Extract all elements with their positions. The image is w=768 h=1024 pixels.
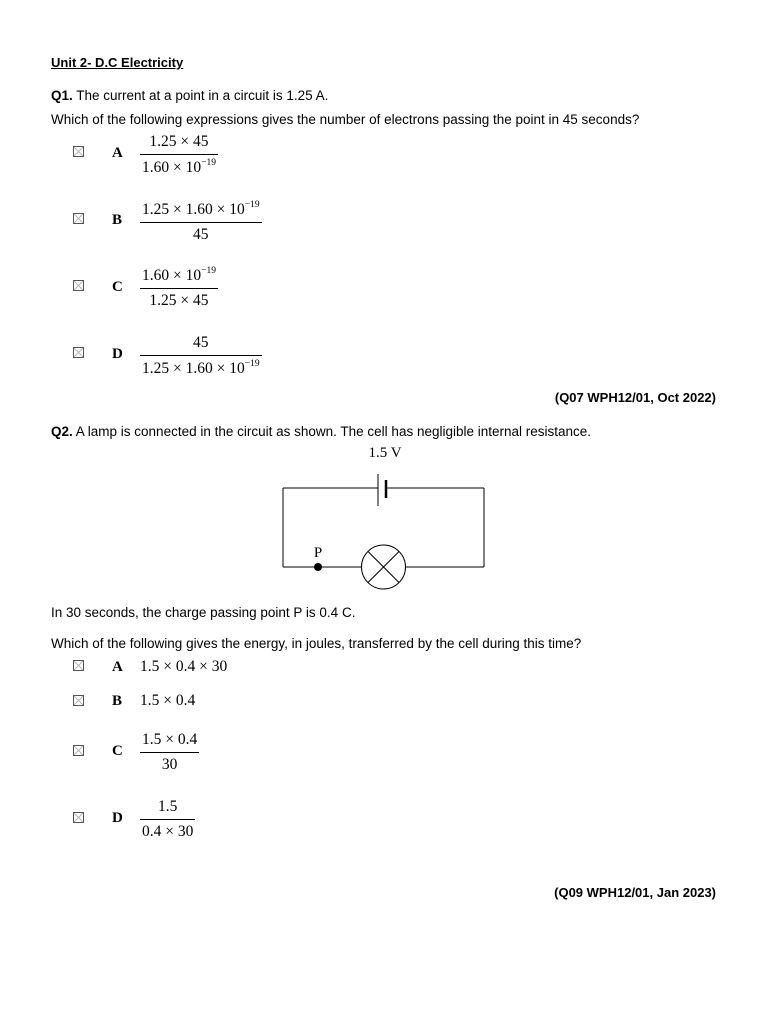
q2-option-d-checkbox[interactable] — [73, 812, 84, 823]
q2-option-d-letter: D — [112, 810, 123, 826]
q1-option-d-letter: D — [112, 346, 123, 362]
cell-voltage-label: 1.5 V — [368, 445, 402, 461]
circuit-diagram — [270, 440, 500, 592]
q1-option-a-numerator: 1.25 × 45 — [149, 133, 209, 150]
q1-reference: (Q07 WPH12/01, Oct 2022) — [554, 390, 716, 405]
q1-option-c-denominator: 1.25 × 45 — [149, 291, 209, 309]
q2-reference: (Q09 WPH12/01, Jan 2023) — [554, 885, 716, 900]
q1-option-d-denominator: $1.25 \times 1.60 \times 10^{-19}$ — [142, 358, 260, 377]
q2-option-d-numerator: 1.5 — [158, 798, 178, 815]
q1-option-c-fraction — [140, 267, 218, 308]
q1-label: Q1. — [51, 88, 73, 103]
q2-option-d-fraction — [140, 799, 195, 839]
q2-line2: Which of the following gives the energy, in joules, transferred by the cell during this time? — [51, 636, 582, 651]
q1-statement — [51, 88, 328, 103]
q2-option-a-expression: 1.5 × 0.4 × 30 — [140, 658, 228, 675]
point-p-label: P — [313, 545, 323, 561]
q1-option-b-numerator: $1.25 \times 1.60 \times 10^{-19}$ — [142, 200, 260, 218]
q1-option-b-denominator: 45 — [193, 225, 209, 243]
q1-option-c-checkbox[interactable] — [73, 280, 84, 291]
q1-question: Which of the following expressions gives the number of electrons passing the point in 45 seconds? — [51, 112, 640, 127]
q2-label: Q2. — [51, 424, 73, 439]
q1-option-d-fraction — [140, 335, 262, 376]
q1-option-a-denominator: $1.60 \times 10^{-19}$ — [142, 157, 216, 176]
q2-option-d-denominator: 0.4 × 30 — [142, 822, 194, 840]
q1-option-d-numerator: 45 — [193, 334, 209, 351]
q1-option-b-fraction — [140, 201, 262, 242]
q2-option-a-letter: A — [112, 659, 123, 675]
q2-option-c-fraction — [140, 732, 199, 772]
q2-option-b-checkbox[interactable] — [73, 695, 84, 706]
q2-option-c-checkbox[interactable] — [73, 745, 84, 756]
point-p-dot — [314, 563, 322, 571]
q1-option-c-numerator: $1.60 \times 10^{-19}$ — [142, 266, 216, 284]
q1-option-b-checkbox[interactable] — [73, 213, 84, 224]
cell-symbol — [378, 474, 386, 506]
q2-option-b-expression: 1.5 × 0.4 — [140, 692, 196, 709]
q2-option-b-letter: B — [112, 693, 123, 709]
q2-option-c-numerator: 1.5 × 0.4 — [142, 731, 198, 748]
q1-text: The current at a point in a circuit is 1.25 A. — [72, 88, 329, 103]
q1-option-b-letter: B — [112, 212, 123, 228]
q2-statement — [51, 424, 591, 439]
q1-option-d-checkbox[interactable] — [73, 347, 84, 358]
q1-option-a-letter: A — [112, 145, 123, 161]
q2-option-c-denominator: 30 — [161, 755, 178, 773]
q1-option-a-checkbox[interactable] — [73, 146, 84, 157]
q2-option-c-letter: C — [112, 743, 123, 759]
lamp-symbol — [362, 545, 406, 589]
q2-text: A lamp is connected in the circuit as shown. The cell has negligible internal resistance. — [72, 424, 592, 439]
unit-title: Unit 2- D.C Electricity — [51, 55, 184, 70]
q2-option-a-checkbox[interactable] — [73, 660, 84, 671]
q1-option-a-fraction — [140, 134, 218, 175]
q1-option-c-letter: C — [112, 279, 123, 295]
q2-line1: In 30 seconds, the charge passing point P is 0.4 C. — [51, 605, 356, 620]
